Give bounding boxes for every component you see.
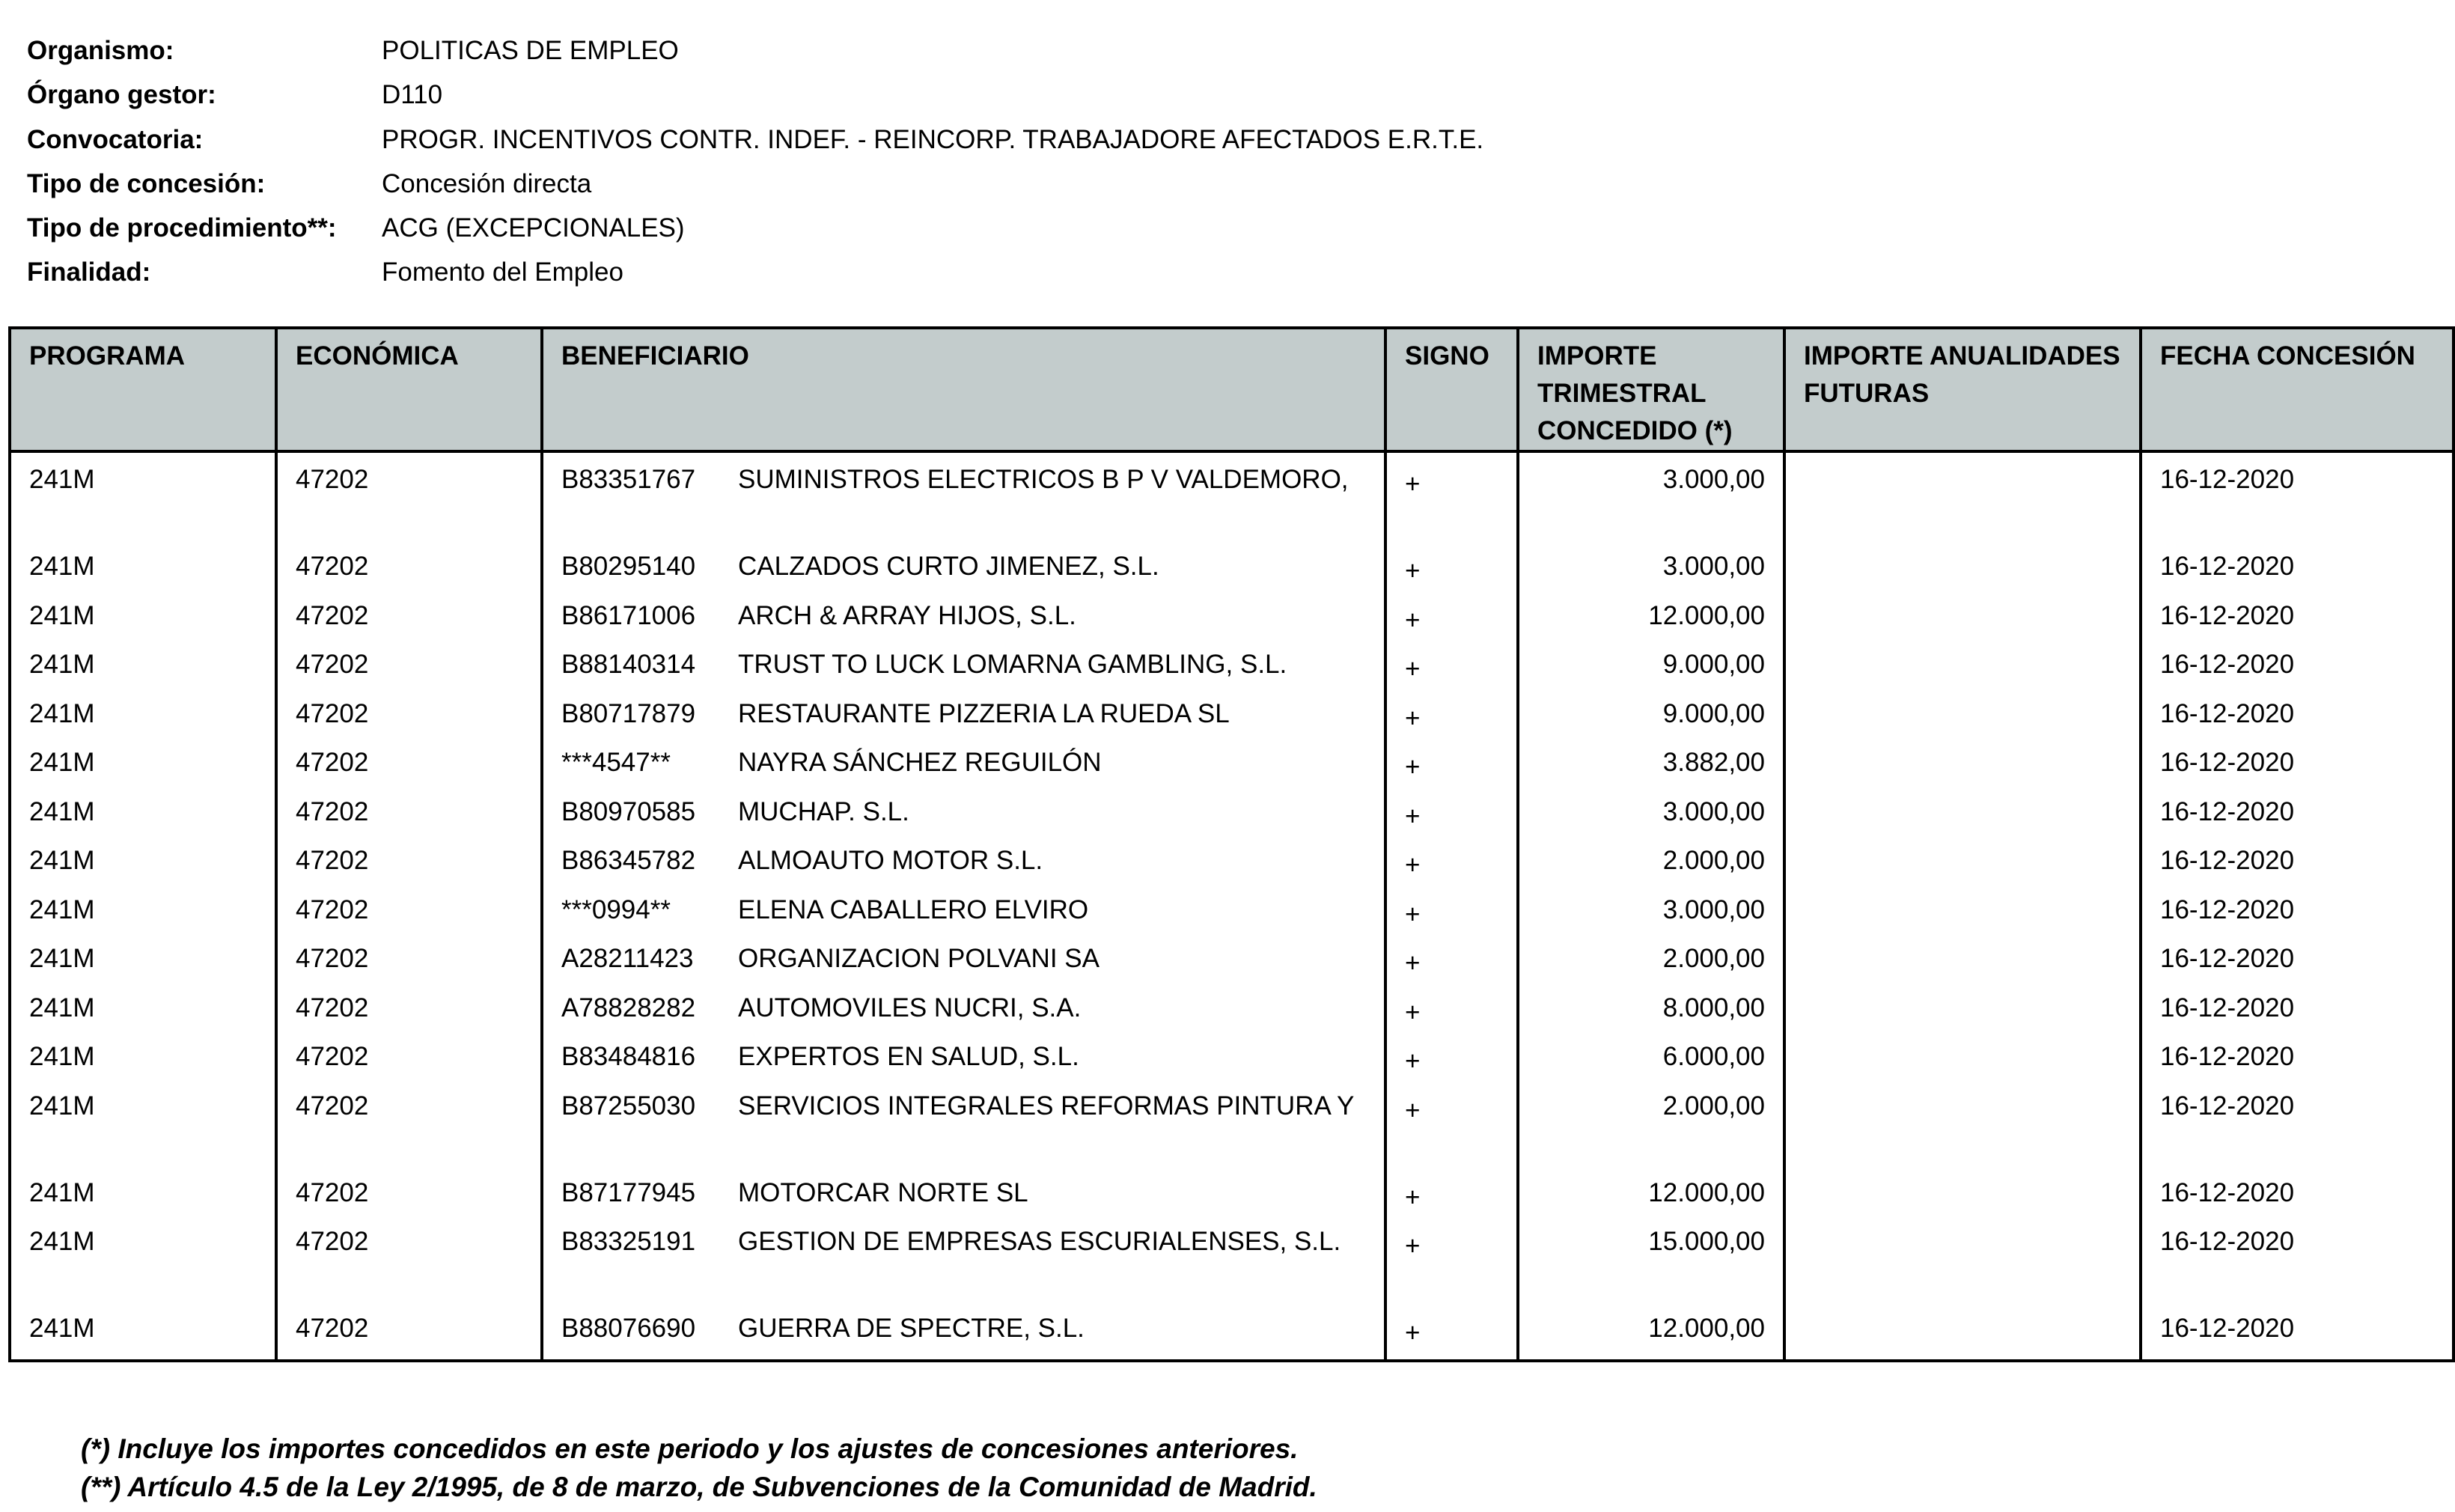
beneficiary-name: MUCHAP. S.L. bbox=[738, 796, 909, 826]
table-row bbox=[10, 548, 2454, 597]
cell-signo: + bbox=[1385, 940, 1518, 990]
table-row bbox=[10, 1174, 2454, 1224]
cell-programa: 241M bbox=[10, 646, 276, 695]
empty-cell bbox=[10, 1359, 276, 1361]
beneficiary-name: MOTORCAR NORTE SL bbox=[738, 1177, 1028, 1207]
info-label: Tipo de concesión: bbox=[27, 168, 266, 198]
cell-programa: 241M bbox=[10, 891, 276, 941]
cell-economica: 47202 bbox=[276, 451, 542, 548]
beneficiary-name: CALZADOS CURTO JIMENEZ, S.L. bbox=[738, 552, 1159, 581]
column-header-signo: SIGNO bbox=[1385, 328, 1518, 451]
beneficiary-name: GUERRA DE SPECTRE, S.L. bbox=[738, 1314, 1085, 1343]
cell-beneficiario bbox=[542, 597, 1385, 647]
cell-signo: + bbox=[1385, 451, 1518, 548]
cell-beneficiario bbox=[542, 891, 1385, 941]
footnote: (*) Incluye los importes concedidos en este periodo y los ajustes de concesiones anteriores. bbox=[81, 1433, 1299, 1464]
beneficiary-name: EXPERTOS EN SALUD, S.L. bbox=[738, 1042, 1079, 1071]
footnote: (**) Artículo 4.5 de la Ley 2/1995, de 8 de marzo, de Subvenciones de la Comunidad de Madrid. bbox=[81, 1472, 1317, 1502]
empty-cell bbox=[2141, 1359, 2454, 1361]
beneficiary-nif: B87177945 bbox=[561, 1177, 696, 1207]
info-value: PROGR. INCENTIVOS CONTR. INDEF. - REINCORP. TRABAJADORE AFECTADOS E.R.T.E. bbox=[382, 124, 1484, 154]
beneficiary-nif: A28211423 bbox=[561, 944, 694, 973]
beneficiary-name: NAYRA SÁNCHEZ REGUILÓN bbox=[738, 748, 1102, 777]
beneficiary-name: ALMOAUTO MOTOR S.L. bbox=[738, 846, 1043, 875]
cell-economica: 47202 bbox=[276, 891, 542, 941]
cell-importe: 12.000,00 bbox=[1518, 597, 1784, 647]
cell-fecha: 16-12-2020 bbox=[2141, 451, 2454, 548]
cell-fecha: 16-12-2020 bbox=[2141, 744, 2454, 793]
cell-futuras bbox=[1784, 940, 2141, 990]
cell-economica: 47202 bbox=[276, 646, 542, 695]
cell-beneficiario bbox=[542, 451, 1385, 548]
beneficiary-name: SUMINISTROS ELECTRICOS B P V VALDEMORO, bbox=[738, 465, 1349, 494]
cell-programa: 241M bbox=[10, 548, 276, 597]
cell-signo: + bbox=[1385, 1038, 1518, 1088]
info-label: Órgano gestor: bbox=[27, 80, 216, 110]
cell-futuras bbox=[1784, 842, 2141, 891]
cell-importe: 3.000,00 bbox=[1518, 891, 1784, 941]
table-row bbox=[10, 646, 2454, 695]
info-value: Fomento del Empleo bbox=[382, 257, 623, 287]
cell-fecha: 16-12-2020 bbox=[2141, 1088, 2454, 1174]
beneficiary-name: ARCH & ARRAY HIJOS, S.L. bbox=[738, 600, 1076, 630]
cell-programa: 241M bbox=[10, 1088, 276, 1174]
cell-importe: 9.000,00 bbox=[1518, 695, 1784, 745]
cell-economica: 47202 bbox=[276, 1088, 542, 1174]
cell-signo: + bbox=[1385, 548, 1518, 597]
column-header-importe-trimestral: IMPORTE TRIMESTRAL CONCEDIDO (*) bbox=[1518, 328, 1784, 451]
cell-fecha: 16-12-2020 bbox=[2141, 891, 2454, 941]
cell-beneficiario bbox=[542, 548, 1385, 597]
cell-importe: 3.000,00 bbox=[1518, 451, 1784, 548]
beneficiary-nif: B86171006 bbox=[561, 600, 696, 630]
cell-importe: 12.000,00 bbox=[1518, 1310, 1784, 1359]
cell-futuras bbox=[1784, 793, 2141, 843]
beneficiary-nif: B86345782 bbox=[561, 846, 696, 875]
cell-futuras bbox=[1784, 1038, 2141, 1088]
beneficiary-nif: B83325191 bbox=[561, 1227, 696, 1256]
cell-economica: 47202 bbox=[276, 940, 542, 990]
column-header-fecha: FECHA CONCESIÓN bbox=[2141, 328, 2454, 451]
empty-cell bbox=[276, 1359, 542, 1361]
cell-futuras bbox=[1784, 695, 2141, 745]
cell-futuras bbox=[1784, 597, 2141, 647]
empty-cell bbox=[1784, 1359, 2141, 1361]
cell-importe: 2.000,00 bbox=[1518, 1088, 1784, 1174]
cell-beneficiario bbox=[542, 1223, 1385, 1310]
cell-futuras bbox=[1784, 744, 2141, 793]
info-label: Convocatoria: bbox=[27, 124, 204, 154]
column-header-programa: PROGRAMA bbox=[10, 328, 276, 451]
cell-programa: 241M bbox=[10, 1038, 276, 1088]
cell-futuras bbox=[1784, 548, 2141, 597]
cell-signo: + bbox=[1385, 891, 1518, 941]
cell-signo: + bbox=[1385, 990, 1518, 1039]
cell-economica: 47202 bbox=[276, 1174, 542, 1224]
cell-importe: 3.882,00 bbox=[1518, 744, 1784, 793]
cell-beneficiario bbox=[542, 1310, 1385, 1359]
cell-programa: 241M bbox=[10, 940, 276, 990]
table-row bbox=[10, 451, 2454, 548]
beneficiary-name: TRUST TO LUCK LOMARNA GAMBLING, S.L. bbox=[738, 650, 1287, 679]
beneficiary-nif: B88076690 bbox=[561, 1314, 696, 1343]
cell-programa: 241M bbox=[10, 744, 276, 793]
cell-beneficiario bbox=[542, 990, 1385, 1039]
cell-fecha: 16-12-2020 bbox=[2141, 597, 2454, 647]
beneficiary-name: GESTION DE EMPRESAS ESCURIALENSES, S.L. bbox=[738, 1227, 1341, 1256]
cell-futuras bbox=[1784, 646, 2141, 695]
beneficiary-name: AUTOMOVILES NUCRI, S.A. bbox=[738, 993, 1082, 1022]
table-row bbox=[10, 793, 2454, 843]
info-label: Tipo de procedimiento**: bbox=[27, 213, 337, 243]
cell-importe: 3.000,00 bbox=[1518, 548, 1784, 597]
cell-fecha: 16-12-2020 bbox=[2141, 842, 2454, 891]
grants-table-wrapper bbox=[8, 326, 2452, 1354]
cell-futuras bbox=[1784, 451, 2141, 548]
cell-economica: 47202 bbox=[276, 842, 542, 891]
cell-beneficiario bbox=[542, 793, 1385, 843]
table-row bbox=[10, 990, 2454, 1039]
cell-signo: + bbox=[1385, 1174, 1518, 1224]
beneficiary-nif: B80295140 bbox=[561, 552, 696, 581]
cell-importe: 2.000,00 bbox=[1518, 940, 1784, 990]
table-row bbox=[10, 1088, 2454, 1174]
column-header-beneficiario: BENEFICIARIO bbox=[542, 328, 1385, 451]
cell-futuras bbox=[1784, 1088, 2141, 1174]
cell-signo: + bbox=[1385, 1310, 1518, 1359]
table-filler-row bbox=[10, 1359, 2454, 1361]
cell-signo: + bbox=[1385, 842, 1518, 891]
empty-cell bbox=[1385, 1359, 1518, 1361]
info-label: Finalidad: bbox=[27, 257, 151, 287]
cell-futuras bbox=[1784, 1310, 2141, 1359]
column-header-importe-futuras: IMPORTE ANUALIDADES FUTURAS bbox=[1784, 328, 2141, 451]
cell-programa: 241M bbox=[10, 1174, 276, 1224]
footnotes bbox=[81, 1430, 1317, 1506]
cell-importe: 9.000,00 bbox=[1518, 646, 1784, 695]
cell-programa: 241M bbox=[10, 451, 276, 548]
cell-economica: 47202 bbox=[276, 1223, 542, 1310]
cell-economica: 47202 bbox=[276, 990, 542, 1039]
beneficiary-nif: ***0994** bbox=[561, 894, 671, 924]
cell-signo: + bbox=[1385, 744, 1518, 793]
cell-beneficiario bbox=[542, 695, 1385, 745]
cell-beneficiario bbox=[542, 1088, 1385, 1174]
table-row bbox=[10, 597, 2454, 647]
cell-programa: 241M bbox=[10, 1223, 276, 1310]
cell-importe: 3.000,00 bbox=[1518, 793, 1784, 843]
cell-economica: 47202 bbox=[276, 793, 542, 843]
cell-fecha: 16-12-2020 bbox=[2141, 1174, 2454, 1224]
cell-programa: 241M bbox=[10, 842, 276, 891]
cell-programa: 241M bbox=[10, 597, 276, 647]
table-row bbox=[10, 744, 2454, 793]
cell-programa: 241M bbox=[10, 793, 276, 843]
cell-fecha: 16-12-2020 bbox=[2141, 1038, 2454, 1088]
cell-importe: 2.000,00 bbox=[1518, 842, 1784, 891]
cell-economica: 47202 bbox=[276, 548, 542, 597]
cell-signo: + bbox=[1385, 695, 1518, 745]
cell-fecha: 16-12-2020 bbox=[2141, 646, 2454, 695]
cell-beneficiario bbox=[542, 1038, 1385, 1088]
beneficiary-nif: B80717879 bbox=[561, 698, 696, 728]
cell-signo: + bbox=[1385, 793, 1518, 843]
empty-cell bbox=[542, 1359, 1385, 1361]
info-value: D110 bbox=[382, 80, 443, 110]
table-row bbox=[10, 1038, 2454, 1088]
cell-signo: + bbox=[1385, 1088, 1518, 1174]
table-row bbox=[10, 1310, 2454, 1359]
beneficiary-nif: B87255030 bbox=[561, 1091, 696, 1121]
cell-economica: 47202 bbox=[276, 1310, 542, 1359]
cell-economica: 47202 bbox=[276, 695, 542, 745]
table-row bbox=[10, 891, 2454, 941]
beneficiary-nif: ***4547** bbox=[561, 748, 671, 777]
table-body bbox=[10, 451, 2454, 1361]
cell-beneficiario bbox=[542, 940, 1385, 990]
cell-programa: 241M bbox=[10, 1310, 276, 1359]
cell-importe: 15.000,00 bbox=[1518, 1223, 1784, 1310]
beneficiary-name: RESTAURANTE PIZZERIA LA RUEDA SL bbox=[738, 698, 1230, 728]
info-value: POLITICAS DE EMPLEO bbox=[382, 36, 679, 65]
info-value: Concesión directa bbox=[382, 168, 592, 198]
table-row bbox=[10, 1223, 2454, 1310]
cell-importe: 8.000,00 bbox=[1518, 990, 1784, 1039]
beneficiary-nif: B83351767 bbox=[561, 465, 696, 494]
beneficiary-nif: B83484816 bbox=[561, 1042, 696, 1071]
column-header-economica: ECONÓMICA bbox=[276, 328, 542, 451]
table-row bbox=[10, 940, 2454, 990]
cell-signo: + bbox=[1385, 1223, 1518, 1310]
cell-beneficiario bbox=[542, 1174, 1385, 1224]
cell-signo: + bbox=[1385, 597, 1518, 647]
cell-fecha: 16-12-2020 bbox=[2141, 1310, 2454, 1359]
cell-fecha: 16-12-2020 bbox=[2141, 793, 2454, 843]
cell-futuras bbox=[1784, 990, 2141, 1039]
cell-economica: 47202 bbox=[276, 597, 542, 647]
beneficiary-nif: B80970585 bbox=[561, 796, 696, 826]
cell-importe: 6.000,00 bbox=[1518, 1038, 1784, 1088]
beneficiary-name: ELENA CABALLERO ELVIRO bbox=[738, 894, 1089, 924]
cell-economica: 47202 bbox=[276, 744, 542, 793]
cell-beneficiario bbox=[542, 646, 1385, 695]
beneficiary-nif: B88140314 bbox=[561, 650, 696, 679]
table-row bbox=[10, 842, 2454, 891]
cell-importe: 12.000,00 bbox=[1518, 1174, 1784, 1224]
table-header-row bbox=[10, 328, 2454, 451]
beneficiary-name: ORGANIZACION POLVANI SA bbox=[738, 944, 1100, 973]
cell-fecha: 16-12-2020 bbox=[2141, 990, 2454, 1039]
empty-cell bbox=[1518, 1359, 1784, 1361]
beneficiary-nif: A78828282 bbox=[561, 993, 696, 1022]
cell-fecha: 16-12-2020 bbox=[2141, 695, 2454, 745]
cell-fecha: 16-12-2020 bbox=[2141, 1223, 2454, 1310]
cell-fecha: 16-12-2020 bbox=[2141, 940, 2454, 990]
cell-futuras bbox=[1784, 1174, 2141, 1224]
cell-beneficiario bbox=[542, 744, 1385, 793]
cell-signo: + bbox=[1385, 646, 1518, 695]
cell-beneficiario bbox=[542, 842, 1385, 891]
cell-programa: 241M bbox=[10, 695, 276, 745]
cell-futuras bbox=[1784, 1223, 2141, 1310]
cell-programa: 241M bbox=[10, 990, 276, 1039]
info-label: Organismo: bbox=[27, 36, 174, 65]
cell-fecha: 16-12-2020 bbox=[2141, 548, 2454, 597]
cell-futuras bbox=[1784, 891, 2141, 941]
beneficiary-name: SERVICIOS INTEGRALES REFORMAS PINTURA Y bbox=[738, 1091, 1355, 1121]
info-value: ACG (EXCEPCIONALES) bbox=[382, 213, 685, 243]
grants-table bbox=[8, 326, 2455, 1362]
cell-economica: 47202 bbox=[276, 1038, 542, 1088]
table-row bbox=[10, 695, 2454, 745]
